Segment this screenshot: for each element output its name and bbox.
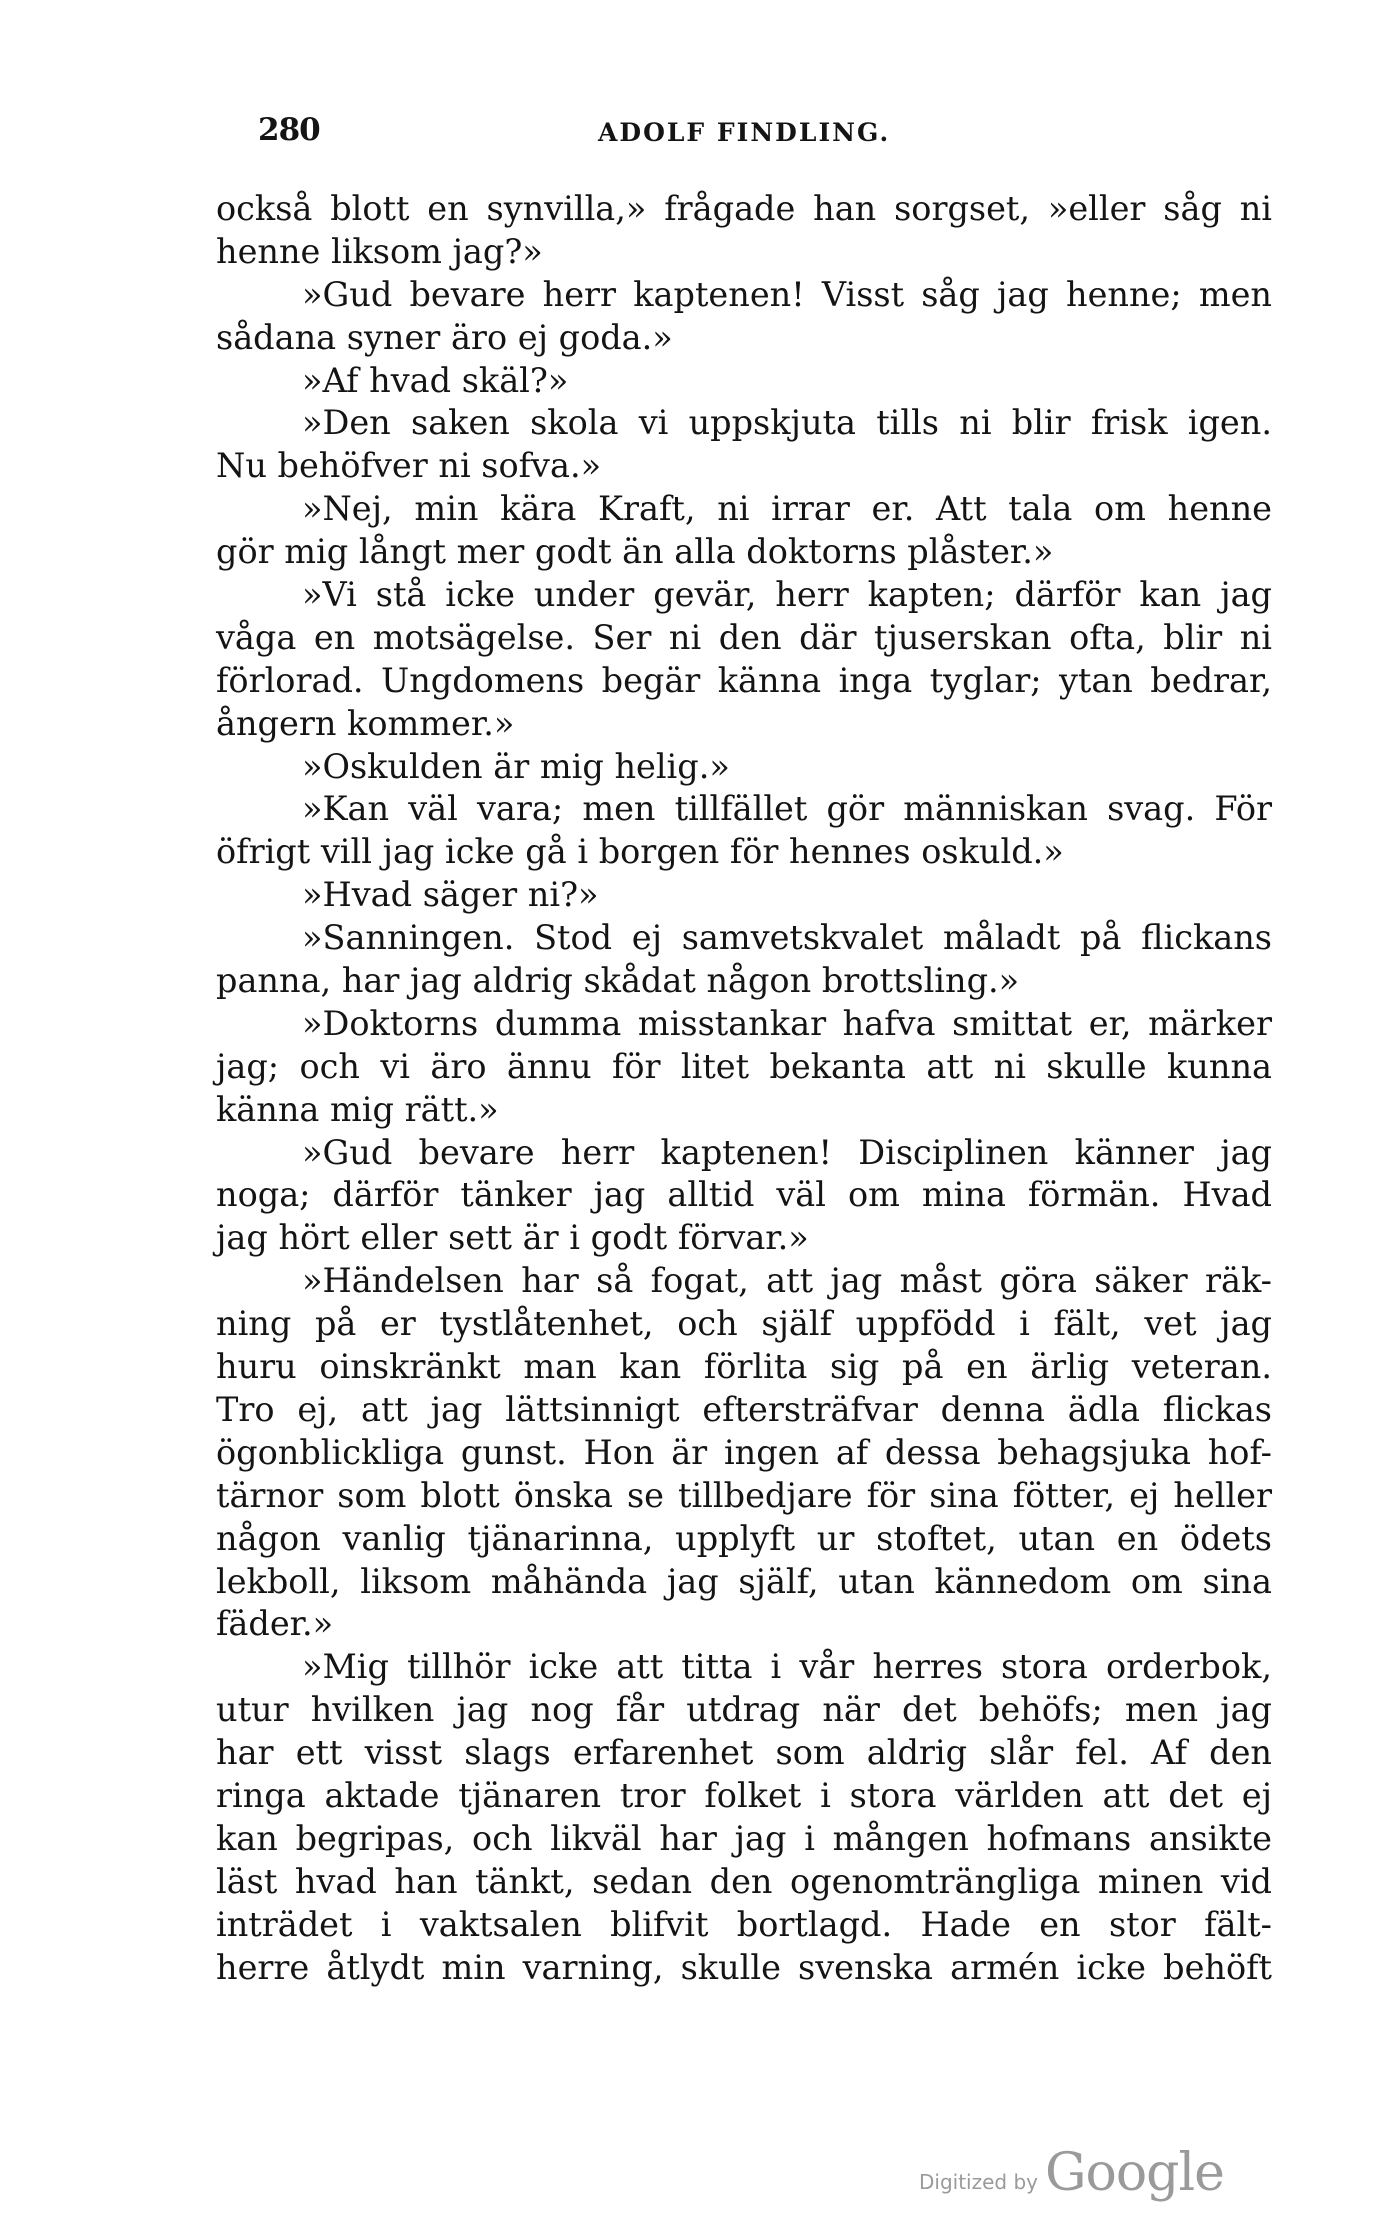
text-line: »Doktorns dumma misstankar hafva smittat er, märker [302, 1003, 1272, 1043]
text-line: »Gud bevare herr kaptenen! Disciplinen känner jag [302, 1132, 1272, 1172]
text-line: »Den saken skola vi uppskjuta tills ni blir frisk igen. [302, 403, 1272, 443]
text-line: »Mig tillhör icke att titta i vår herres stora orderbok, [302, 1647, 1272, 1687]
text-line: känna mig rätt.» [216, 1089, 499, 1129]
text-line: »Oskulden är mig helig.» [302, 746, 730, 786]
text-line: Nu behöfver ni sofva.» [216, 446, 602, 486]
text-line: jag hört eller sett är i godt förvar.» [216, 1218, 809, 1258]
text-line: huru oinskränkt man kan förlita sig på en ärlig veteran. [216, 1347, 1272, 1387]
text-line: »Kan väl vara; men tillfället gör människan svag. För [302, 789, 1272, 829]
text-line: ning på er tystlåtenhet, och själf uppfödd i fält, vet jag [216, 1304, 1272, 1344]
text-line: förlorad. Ungdomens begär känna inga tyglar; ytan bedrar, [216, 660, 1272, 700]
text-line: utur hvilken jag nog får utdrag när det behöfs; men jag [216, 1690, 1272, 1730]
text-line: herre åtlydt min varning, skulle svenska armén icke behöft [216, 1947, 1272, 1987]
text-line: ringa aktade tjänaren tror folket i stora världen att det ej [216, 1775, 1272, 1815]
text-line: Tro ej, att jag lättsinnigt eftersträfvar denna ädla flickas [216, 1389, 1272, 1429]
body-text [216, 188, 1272, 1989]
text-line: »Sanningen. Stod ej samvetskvalet måladt på flickans [302, 918, 1272, 958]
text-line: inträdet i vaktsalen blifvit bortlagd. Hade en stor fält- [216, 1904, 1272, 1944]
text-line: läst hvad han tänkt, sedan den ogenomträngliga minen vid [216, 1861, 1272, 1901]
text-line: panna, har jag aldrig skådat någon brottsling.» [216, 961, 1020, 1001]
page-header [258, 112, 1278, 156]
text-line: fäder.» [216, 1604, 334, 1644]
text-line: tärnor som blott önska se tillbedjare för sina fötter, ej heller [216, 1475, 1272, 1515]
text-line: ögonblickliga gunst. Hon är ingen af dessa behagsjuka hof- [216, 1432, 1272, 1472]
running-title: ADOLF FINDLING. [598, 118, 891, 147]
text-line: »Vi stå icke under gevär, herr kapten; därför kan jag [302, 575, 1272, 615]
text-line: »Händelsen har så fogat, att jag måst göra säker räk- [302, 1261, 1272, 1301]
text-line: ångern kommer.» [216, 703, 515, 743]
text-line: »Gud bevare herr kaptenen! Visst såg jag henne; men [302, 274, 1272, 314]
digitized-by-label: Digitized by [919, 2170, 1038, 2194]
google-wordmark: Google [1045, 2143, 1224, 2203]
text-line: sådana syner äro ej goda.» [216, 317, 673, 357]
text-line: lekboll, liksom måhända jag själf, utan kännedom om sina [216, 1561, 1272, 1601]
text-line: gör mig långt mer godt än alla doktorns plåster.» [216, 532, 1054, 572]
text-line: kan begripas, och likväl har jag i mången hofmans ansikte [216, 1818, 1272, 1858]
text-line: någon vanlig tjänarinna, upplyft ur stoftet, utan en ödets [216, 1518, 1272, 1558]
text-line: öfrigt vill jag icke gå i borgen för hennes oskuld.» [216, 832, 1064, 872]
page-number: 280 [258, 112, 320, 148]
text-line: också blott en synvilla,» frågade han sorgset, »eller såg ni [216, 189, 1272, 228]
text-line: noga; därför tänker jag alltid väl om mina förmän. Hvad [216, 1175, 1272, 1215]
text-line: »Af hvad skäl?» [302, 360, 569, 400]
text-line: »Hvad säger ni?» [302, 875, 599, 915]
text-line: henne liksom jag?» [216, 231, 543, 271]
text-line: »Nej, min kära Kraft, ni irrar er. Att tala om henne [302, 489, 1272, 529]
digitization-watermark [919, 2143, 1239, 2240]
text-line: våga en motsägelse. Ser ni den där tjuserskan ofta, blir ni [216, 617, 1272, 657]
text-line: jag; och vi äro ännu för litet bekanta att ni skulle kunna [216, 1046, 1272, 1086]
text-line: har ett visst slags erfarenhet som aldrig slår fel. Af den [216, 1733, 1272, 1773]
